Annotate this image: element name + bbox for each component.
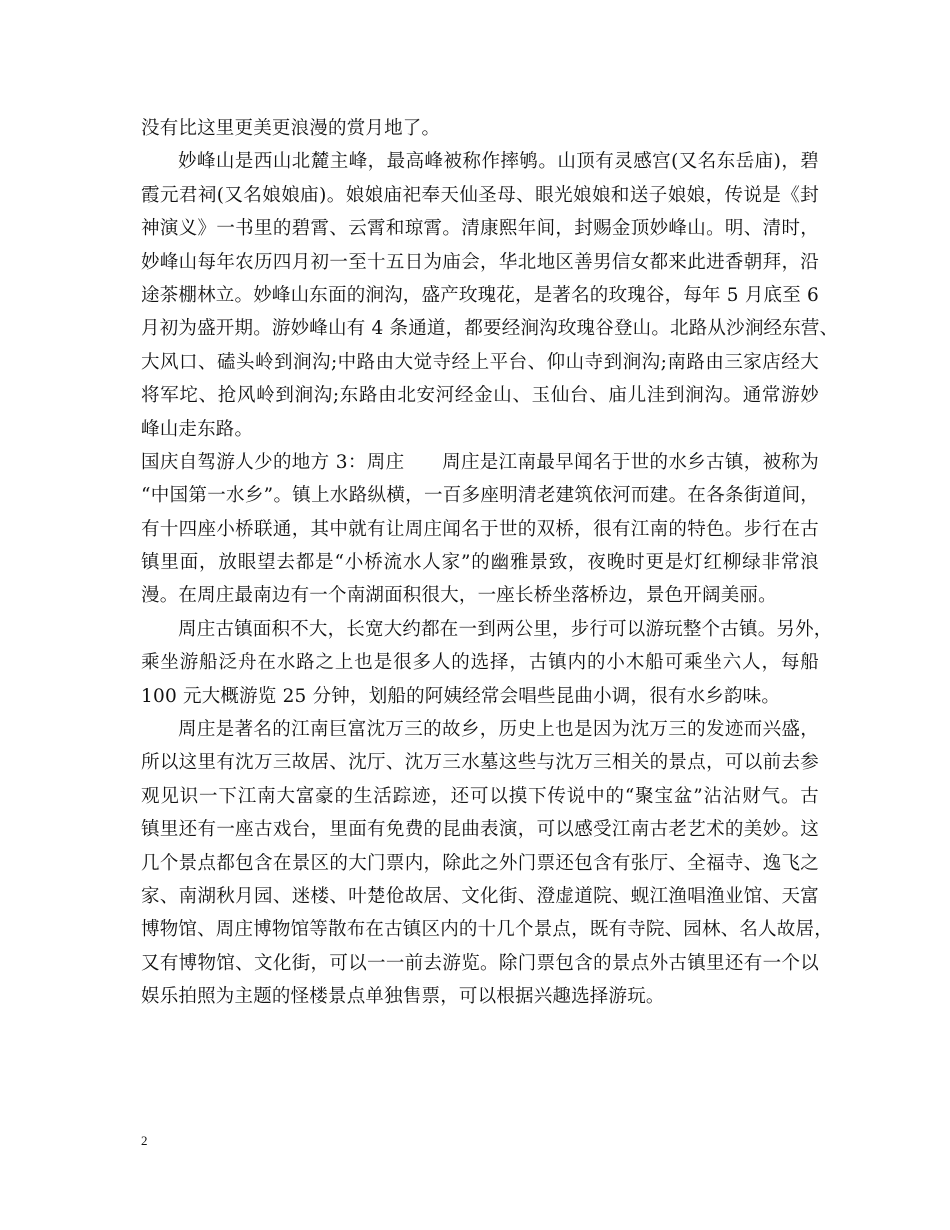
text-line: 所以这里有沈万三故居、沈厅、沈万三水墓这些与沈万三相关的景点，可以前去参 bbox=[141, 752, 819, 774]
text-line: 漫。在周庄最南边有一个南湖面积很大，一座长桥坐落桥边，景色开阔美丽。 bbox=[141, 585, 777, 607]
text-line: 周庄古镇面积不大，长宽大约都在一到两公里，步行可以游玩整个古镇。另外， bbox=[178, 618, 833, 640]
text-line: 100 元大概游览 25 分钟，划船的阿姨经常会唱些昆曲小调，很有水乡韵味。 bbox=[141, 685, 781, 707]
text-line: 峰山走东路。 bbox=[141, 418, 254, 440]
text-line: 大风口、磕头岭到涧沟;中路由大觉寺经上平台、仰山寺到涧沟;南路由三家店经大 bbox=[141, 351, 819, 373]
text-line: 观见识一下江南大富豪的生活踪迹，还可以摸下传说中的“聚宝盆”沾沾财气。古 bbox=[141, 785, 819, 807]
text-line: 周庄是著名的江南巨富沈万三的故乡，历史上也是因为沈万三的发迹而兴盛， bbox=[178, 719, 819, 741]
text-line: 妙峰山每年农历四月初一至十五日为庙会，华北地区善男信女都来此进香朝拜，沿 bbox=[141, 251, 819, 273]
text-line: 没有比这里更美更浪漫的赏月地了。 bbox=[141, 118, 441, 139]
text-line: 几个景点都包含在景区的大门票内，除此之外门票还包含有张厅、全福寺、逸飞之 bbox=[141, 852, 819, 874]
text-line: 有十四座小桥联通，其中就有让周庄闻名于世的双桥，很有江南的特色。步行在古 bbox=[141, 518, 819, 540]
text-line: 霞元君祠(又名娘娘庙)。娘娘庙祀奉天仙圣母、眼光娘娘和送子娘娘，传说是《封 bbox=[141, 184, 819, 206]
text-line: 又有博物馆、文化街，可以一一前去游览。除门票包含的景点外古镇里还有一个以 bbox=[141, 952, 819, 974]
text-line: 乘坐游船泛舟在水路之上也是很多人的选择，古镇内的小木船可乘坐六人，每船 bbox=[141, 652, 819, 674]
text-line: 途茶棚林立。妙峰山东面的涧沟，盛产玫瑰花，是著名的玫瑰谷，每年 5 月底至 6 bbox=[141, 284, 819, 306]
text-line: 博物馆、周庄博物馆等散布在古镇区内的十几个景点，既有寺院、园林、名人故居， bbox=[141, 919, 833, 941]
text-line: 国庆自驾游人少的地方 3：周庄 周庄是江南最早闻名于世的水乡古镇，被称为 bbox=[141, 451, 819, 473]
text-line: 镇里还有一座古戏台，里面有免费的昆曲表演，可以感受江南古老艺术的美妙。这 bbox=[141, 819, 819, 841]
text-line: “中国第一水乡”。镇上水路纵横，一百多座明清老建筑依河而建。在各条街道间， bbox=[141, 485, 819, 507]
text-line: 月初为盛开期。游妙峰山有 4 条通道，都要经涧沟玫瑰谷登山。北路从沙涧经东营、 bbox=[141, 318, 839, 340]
text-line: 将军坨、抢风岭到涧沟;东路由北安河经金山、玉仙台、庙儿洼到涧沟。通常游妙 bbox=[141, 385, 819, 407]
document-body bbox=[141, 112, 839, 1014]
page-number: 2 bbox=[141, 1133, 148, 1148]
text-line: 镇里面，放眼望去都是“小桥流水人家”的幽雅景致，夜晚时更是灯红柳绿非常浪 bbox=[141, 552, 819, 574]
text-line: 神演义》一书里的碧霄、云霄和琼霄。清康熙年间，封赐金顶妙峰山。明、清时， bbox=[141, 218, 819, 240]
text-line: 妙峰山是西山北麓主峰，最高峰被称作摔鸲。山顶有灵感宫(又名东岳庙)，碧 bbox=[178, 151, 819, 173]
text-line: 娱乐拍照为主题的怪楼景点单独售票，可以根据兴趣选择游玩。 bbox=[141, 986, 665, 1008]
text-line: 家、南湖秋月园、迷楼、叶楚伧故居、文化街、澄虚道院、蚬江渔唱渔业馆、天富 bbox=[141, 885, 819, 907]
